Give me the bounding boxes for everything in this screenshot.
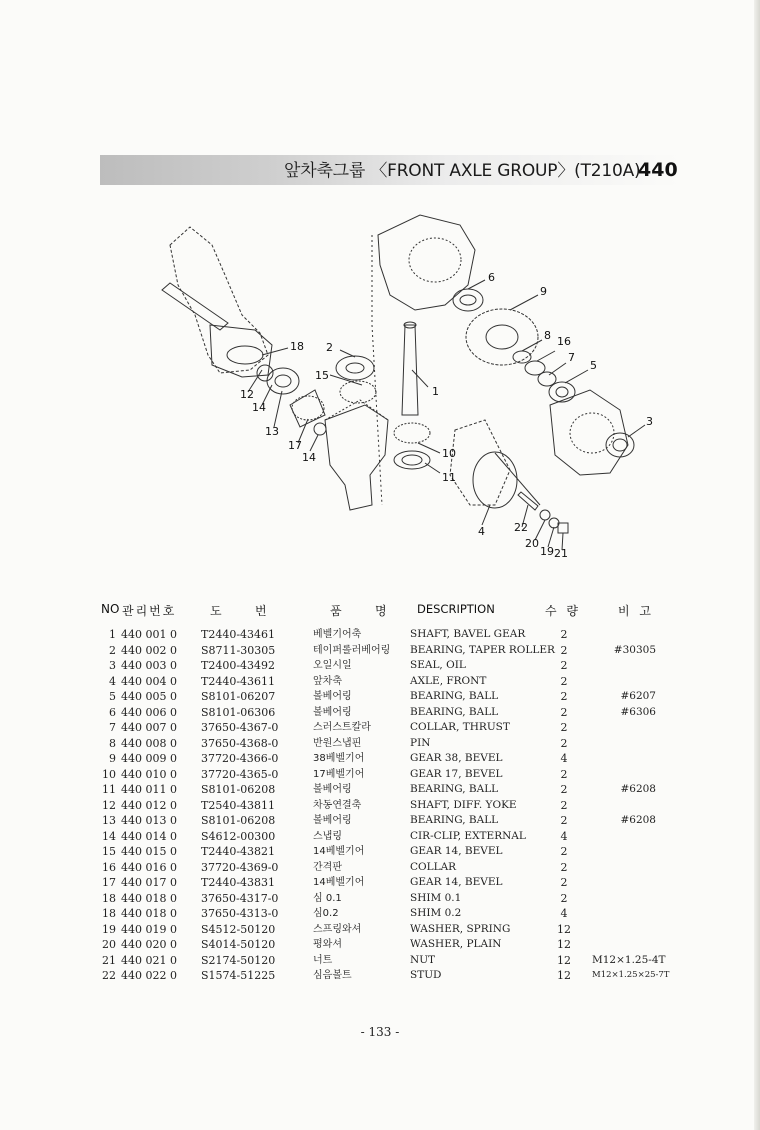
cell-no: 22 (102, 969, 116, 982)
cell-desc: BEARING, TAPER ROLLER (410, 643, 555, 656)
cell-part: S8101-06208 (201, 783, 276, 796)
cell-no: 3 (109, 659, 116, 672)
cell-part: 37650-4367-0 (201, 721, 279, 734)
cell-kr: 심 0.1 (313, 892, 342, 904)
cell-desc: NUT (410, 953, 436, 966)
cell-part: S1574-51225 (201, 969, 276, 982)
bevel-gear-shaft (402, 325, 418, 415)
cell-part: S8711-30305 (201, 643, 276, 657)
cell-desc: SHAFT, BAVEL GEAR (410, 628, 526, 640)
callout-label: 11 (442, 471, 456, 484)
shim-ring (227, 346, 263, 364)
cell-part: 37720-4366-0 (201, 752, 279, 765)
table-row (0, 720, 760, 736)
table-row (0, 937, 760, 953)
cell-desc: SEAL, OIL (410, 659, 466, 671)
header-drawing-2: 번 (255, 604, 267, 618)
cell-part: 37720-4365-0 (201, 767, 279, 781)
cell-no: 9 (109, 752, 116, 765)
cell-qty: 2 (560, 845, 568, 858)
cell-desc: GEAR 14, BEVEL (410, 876, 503, 888)
front-axle-flange (473, 452, 517, 508)
cell-ref: 440 013 0 (121, 814, 177, 827)
cell-desc: BEARING, BALL (410, 705, 499, 718)
bevel-gear-10 (394, 423, 430, 443)
cell-desc: SHAFT, DIFF. YOKE (410, 798, 517, 811)
cell-part: 37650-4313-0 (201, 907, 279, 920)
cell-rem: M12×1.25-4T (592, 953, 666, 966)
table-row (0, 891, 760, 907)
cell-ref: 440 004 0 (121, 674, 177, 688)
callout-label: 19 (540, 545, 554, 558)
ball-bearing-left (267, 368, 299, 394)
cell-part: S8101-06208 (201, 814, 276, 827)
cell-no: 5 (109, 690, 116, 703)
cell-no: 14 (102, 829, 116, 843)
page-number: - 133 - (360, 1025, 400, 1039)
cell-kr: 볼베어링 (313, 784, 352, 795)
cell-qty: 12 (557, 969, 571, 982)
stud-22 (518, 492, 538, 510)
cell-desc: WASHER, SPRING (410, 922, 511, 935)
cell-no: 17 (102, 876, 116, 889)
table-row (0, 689, 760, 705)
table-row (0, 798, 760, 814)
cell-no: 16 (102, 860, 116, 874)
cell-qty: 2 (560, 628, 568, 641)
cell-kr: 너트 (313, 954, 333, 966)
cell-no: 4 (109, 674, 116, 688)
callout-label: 22 (514, 521, 528, 534)
cell-qty: 2 (560, 814, 568, 827)
cell-no: 1 (109, 628, 116, 641)
cell-qty: 2 (560, 767, 568, 781)
cell-part: T2440-43461 (201, 628, 276, 641)
cell-desc: GEAR 38, BEVEL (410, 752, 503, 764)
cell-part: T2400-43492 (201, 659, 276, 672)
cell-qty: 12 (557, 953, 571, 967)
cell-part: 37650-4317-0 (201, 891, 279, 905)
callout-label: 1 (432, 385, 439, 398)
cell-qty: 2 (560, 659, 568, 672)
knuckle-housing (325, 405, 388, 510)
cell-no: 2 (109, 643, 116, 657)
cell-desc: BEARING, BALL (410, 690, 499, 702)
cell-rem: #30305 (613, 643, 656, 656)
header-no: NO (101, 602, 120, 616)
cell-desc: CIR-CLIP, EXTERNAL (410, 829, 526, 842)
cell-qty: 2 (560, 736, 568, 750)
cell-part: S4612-00300 (201, 829, 276, 843)
cell-kr: 차동연결축 (313, 799, 362, 811)
washer-20 (540, 510, 550, 520)
cell-part: T2440-43821 (201, 845, 276, 858)
cell-kr: 14베벨기어 (313, 877, 365, 888)
cell-kr: 38베벨기어 (313, 753, 365, 764)
cell-desc: PIN (410, 736, 431, 749)
pin-8 (513, 351, 531, 363)
callout-label: 17 (288, 439, 302, 452)
table-row (0, 968, 760, 984)
upper-housing (378, 215, 475, 310)
table-row (0, 767, 760, 783)
ball-bearing-5 (549, 382, 575, 402)
cell-qty: 2 (560, 721, 568, 734)
callout-label: 18 (290, 340, 304, 353)
cell-desc: WASHER, PLAIN (410, 938, 502, 950)
cell-no: 20 (102, 938, 116, 951)
cell-ref: 440 009 0 (121, 752, 177, 765)
header-ref: 관리번호 (122, 604, 177, 618)
cell-kr: 스냅링 (313, 830, 342, 842)
cell-desc: STUD (410, 969, 442, 981)
cell-kr: 앞차축 (313, 675, 342, 687)
taper-bearing (336, 356, 374, 380)
cell-qty: 2 (560, 783, 568, 796)
bevel-gear-15 (340, 381, 376, 403)
cell-qty: 2 (560, 705, 568, 719)
callout-label: 21 (554, 547, 568, 560)
diagram-svg (150, 205, 670, 580)
cell-kr: 스프링와셔 (313, 923, 362, 935)
cell-ref: 440 005 0 (121, 690, 177, 703)
callout-label: 6 (488, 271, 495, 284)
table-row (0, 736, 760, 752)
cell-ref: 440 002 0 (121, 643, 177, 657)
cell-kr: 볼베어링 (313, 691, 352, 702)
cell-qty: 12 (557, 922, 571, 936)
callout-label: 5 (590, 359, 597, 372)
left-housing-outline (170, 227, 268, 373)
right-housing (550, 390, 628, 475)
callout-label: 13 (265, 425, 279, 438)
bearing-11 (394, 451, 430, 469)
cell-ref: 440 015 0 (121, 845, 177, 858)
exploded-parts-diagram (150, 205, 670, 580)
table-row (0, 860, 760, 876)
cell-ref: 440 008 0 (121, 736, 177, 750)
cell-part: S2174-50120 (201, 953, 276, 967)
cell-qty: 4 (560, 829, 568, 843)
callout-label: 16 (557, 335, 571, 348)
table-row (0, 674, 760, 690)
cell-ref: 440 006 0 (121, 705, 177, 719)
group-number: 440 (638, 159, 678, 181)
cell-rem: #6207 (620, 690, 656, 702)
cell-no: 15 (102, 845, 116, 858)
cell-part: T2540-43811 (201, 798, 276, 812)
cell-ref: 440 018 0 (121, 907, 177, 920)
cell-qty: 12 (557, 938, 571, 951)
yoke-shaft (162, 283, 228, 330)
leader-lines (248, 280, 645, 550)
cell-no: 8 (109, 736, 116, 750)
cell-kr: 오일시일 (313, 660, 352, 671)
callout-label: 10 (442, 447, 456, 460)
callout-label: 3 (646, 415, 653, 428)
cell-no: 18 (102, 891, 116, 905)
callout-label: 7 (568, 351, 575, 364)
cell-ref: 440 014 0 (121, 829, 177, 843)
cell-desc: GEAR 17, BEVEL (410, 767, 503, 780)
table-row (0, 875, 760, 891)
cell-no: 19 (102, 922, 116, 936)
table-row (0, 658, 760, 674)
cell-part: 37720-4369-0 (201, 860, 279, 874)
cell-no: 12 (102, 798, 116, 812)
callout-label: 12 (240, 388, 254, 401)
cell-kr: 반원스냅핀 (313, 737, 362, 749)
table-row (0, 953, 760, 969)
cell-qty: 2 (560, 643, 568, 657)
cell-part: S8101-06207 (201, 690, 276, 703)
ball-bearing-6 (453, 289, 483, 311)
callout-label: 2 (326, 341, 333, 354)
table-row (0, 813, 760, 829)
header-remarks: 비 고 (618, 604, 654, 618)
cell-desc: GEAR 14, BEVEL (410, 845, 503, 857)
cell-kr: 심음볼트 (313, 970, 352, 981)
table-row (0, 906, 760, 922)
cell-no: 10 (102, 767, 116, 781)
cell-no: 6 (109, 705, 116, 719)
cell-qty: 2 (560, 860, 568, 874)
table-row (0, 829, 760, 845)
cell-ref: 440 001 0 (121, 628, 177, 641)
cell-kr: 평와셔 (313, 939, 342, 950)
cell-no: 13 (102, 814, 116, 827)
yoke-flange (210, 325, 272, 377)
cell-qty: 2 (560, 876, 568, 889)
cell-ref: 440 019 0 (121, 922, 177, 936)
table-row (0, 922, 760, 938)
cell-part: S4512-50120 (201, 922, 276, 936)
cell-ref: 440 007 0 (121, 721, 177, 734)
cell-no: 7 (109, 721, 116, 734)
cell-qty: 2 (560, 891, 568, 905)
cell-kr: 볼베어링 (313, 815, 352, 826)
cell-kr: 14베벨기어 (313, 846, 365, 857)
callout-labels (240, 271, 653, 560)
table-row (0, 844, 760, 860)
cell-part: 37650-4368-0 (201, 736, 279, 750)
cell-desc: SHIM 0.2 (410, 907, 462, 919)
cell-qty: 2 (560, 674, 568, 688)
cell-no: 11 (102, 783, 116, 796)
header-name-2: 명 (375, 604, 387, 618)
cell-ref: 440 021 0 (121, 953, 177, 967)
cell-part: S8101-06306 (201, 705, 276, 719)
cell-ref: 440 018 0 (121, 891, 177, 905)
cell-rem: M12×1.25×25-7T (592, 970, 670, 980)
cell-kr: 간격판 (313, 861, 342, 873)
header-description: DESCRIPTION (417, 602, 495, 616)
callout-label: 14 (252, 401, 266, 414)
cell-ref: 440 012 0 (121, 798, 177, 812)
cell-qty: 4 (560, 907, 568, 920)
callout-label: 14 (302, 451, 316, 464)
header-drawing-1: 도 (210, 604, 222, 618)
cell-desc: AXLE, FRONT (410, 674, 487, 687)
cell-desc: COLLAR (410, 860, 457, 873)
cell-ref: 440 020 0 (121, 938, 177, 951)
cell-qty: 2 (560, 798, 568, 812)
cell-no: 18 (102, 907, 116, 920)
cell-kr: 베벨기어축 (313, 629, 362, 640)
cell-part: T2440-43831 (201, 876, 276, 889)
page-title: 앞차축그룹 〈FRONT AXLE GROUP〉(T210A) (284, 161, 641, 181)
cell-desc: COLLAR, THRUST (410, 721, 510, 733)
bevel-gear-38 (466, 309, 538, 365)
cell-qty: 2 (560, 690, 568, 703)
callout-label: 9 (540, 285, 547, 298)
callout-label: 20 (525, 537, 539, 550)
cell-part: T2440-43611 (201, 674, 276, 688)
cell-ref: 440 017 0 (121, 876, 177, 889)
cell-kr: 심0.2 (313, 908, 339, 919)
cell-kr: 17베벨기어 (313, 768, 365, 780)
cell-desc: BEARING, BALL (410, 783, 499, 795)
cell-ref: 440 003 0 (121, 659, 177, 672)
parts-table (0, 627, 760, 984)
header-qty: 수 량 (545, 604, 581, 618)
cell-ref: 440 016 0 (121, 860, 177, 874)
cell-qty: 4 (560, 752, 568, 765)
callout-label: 8 (544, 329, 551, 342)
cell-desc: BEARING, BALL (410, 814, 499, 826)
table-row (0, 751, 760, 767)
cell-kr: 볼베어링 (313, 706, 352, 718)
cell-part: S4014-50120 (201, 938, 276, 951)
cell-rem: #6208 (620, 814, 656, 826)
cell-rem: #6208 (620, 783, 656, 795)
cell-kr: 스러스트칼라 (313, 722, 371, 733)
nut-21 (558, 523, 568, 533)
table-row (0, 643, 760, 659)
callout-label: 15 (315, 369, 329, 382)
callout-label: 4 (478, 525, 485, 538)
cell-ref: 440 022 0 (121, 969, 177, 982)
table-row (0, 782, 760, 798)
cell-no: 21 (102, 953, 116, 967)
table-row (0, 627, 760, 643)
cell-ref: 440 010 0 (121, 767, 177, 781)
table-row (0, 705, 760, 721)
cell-rem: #6306 (620, 705, 656, 718)
cell-ref: 440 011 0 (121, 783, 177, 796)
thrust-collar-7 (538, 372, 556, 386)
table-header (0, 602, 760, 620)
cell-kr: 테이퍼롤러베어링 (313, 644, 391, 656)
header-name-1: 품 (330, 604, 342, 618)
cell-desc: SHIM 0.1 (410, 891, 462, 904)
